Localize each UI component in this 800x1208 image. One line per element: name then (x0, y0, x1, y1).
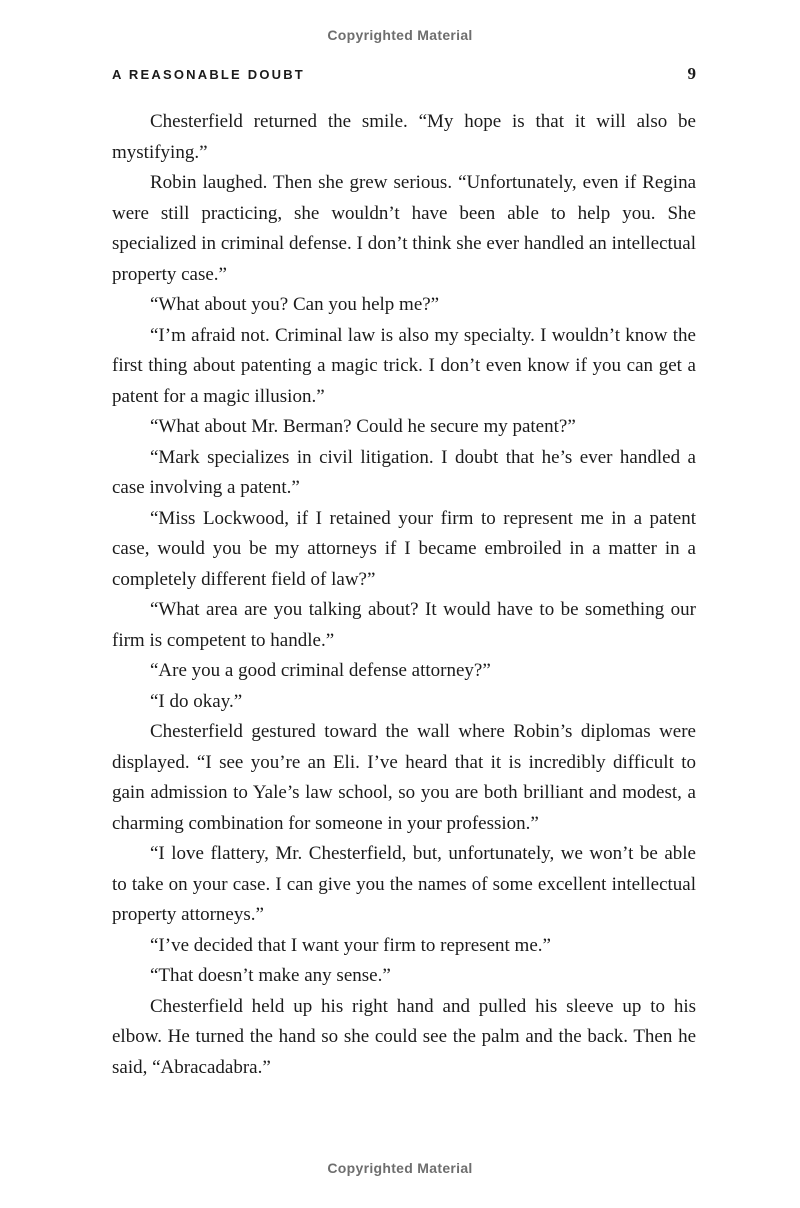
paragraph: “What about Mr. Berman? Could he secure my patent?” (150, 416, 576, 437)
paragraph: “Mark specializes in civil litigation. I doubt that he’s ever handled a case involving a patent.” (112, 446, 696, 498)
paragraph: Chesterfield gestured toward the wall where Robin’s diplomas were displayed. “I see you’re an Eli. I’ve heard that it is incredibly difficult to gain admission to Yale’s law school, so you are both brilliant and modest, a charming combination for someone in your profession.” (112, 721, 696, 834)
paragraph: “What area are you talking about? It would have to be something our firm is competent to handle.” (112, 599, 696, 651)
paragraph: “I love flattery, Mr. Chesterfield, but, unfortunately, we won’t be able to take on your case. I can give you the names of some excellent intellectual property attorneys.” (112, 843, 696, 925)
paragraph: “Are you a good criminal defense attorney?” (150, 660, 491, 681)
paragraph: Robin laughed. Then she grew serious. “Unfortunately, even if Regina were still practicing, she wouldn’t have been able to help you. She specialized in criminal defense. I don’t think she ever handled an intellectual property case.” (112, 172, 696, 285)
page-number: 9 (687, 64, 696, 83)
book-title: A REASONABLE DOUBT (112, 67, 305, 82)
copyright-notice-bottom: Copyrighted Material (327, 1160, 473, 1176)
running-header (112, 64, 696, 84)
paragraph: “That doesn’t make any sense.” (150, 965, 391, 986)
body-text (112, 107, 696, 1083)
paragraph: Chesterfield held up his right hand and pulled his sleeve up to his elbow. He turned the hand so she could see the palm and the back. Then he said, “Abracadabra.” (112, 995, 696, 1078)
paragraph: “Miss Lockwood, if I retained your firm to represent me in a patent case, would you be my attorneys if I became embroiled in a matter in a completely different field of law?” (112, 507, 696, 590)
paragraph: “I do okay.” (150, 690, 243, 712)
paragraph: “What about you? Can you help me?” (150, 294, 440, 315)
paragraph: “I’m afraid not. Criminal law is also my specialty. I wouldn’t know the first thing about patenting a magic trick. I don’t even know if you can get a patent for a magic illusion.” (112, 324, 696, 407)
paragraph: “I’ve decided that I want your firm to represent me.” (150, 934, 551, 956)
copyright-notice-top: Copyrighted Material (327, 27, 473, 43)
paragraph: Chesterfield returned the smile. “My hope is that it will also be mystifying.” (112, 111, 696, 163)
